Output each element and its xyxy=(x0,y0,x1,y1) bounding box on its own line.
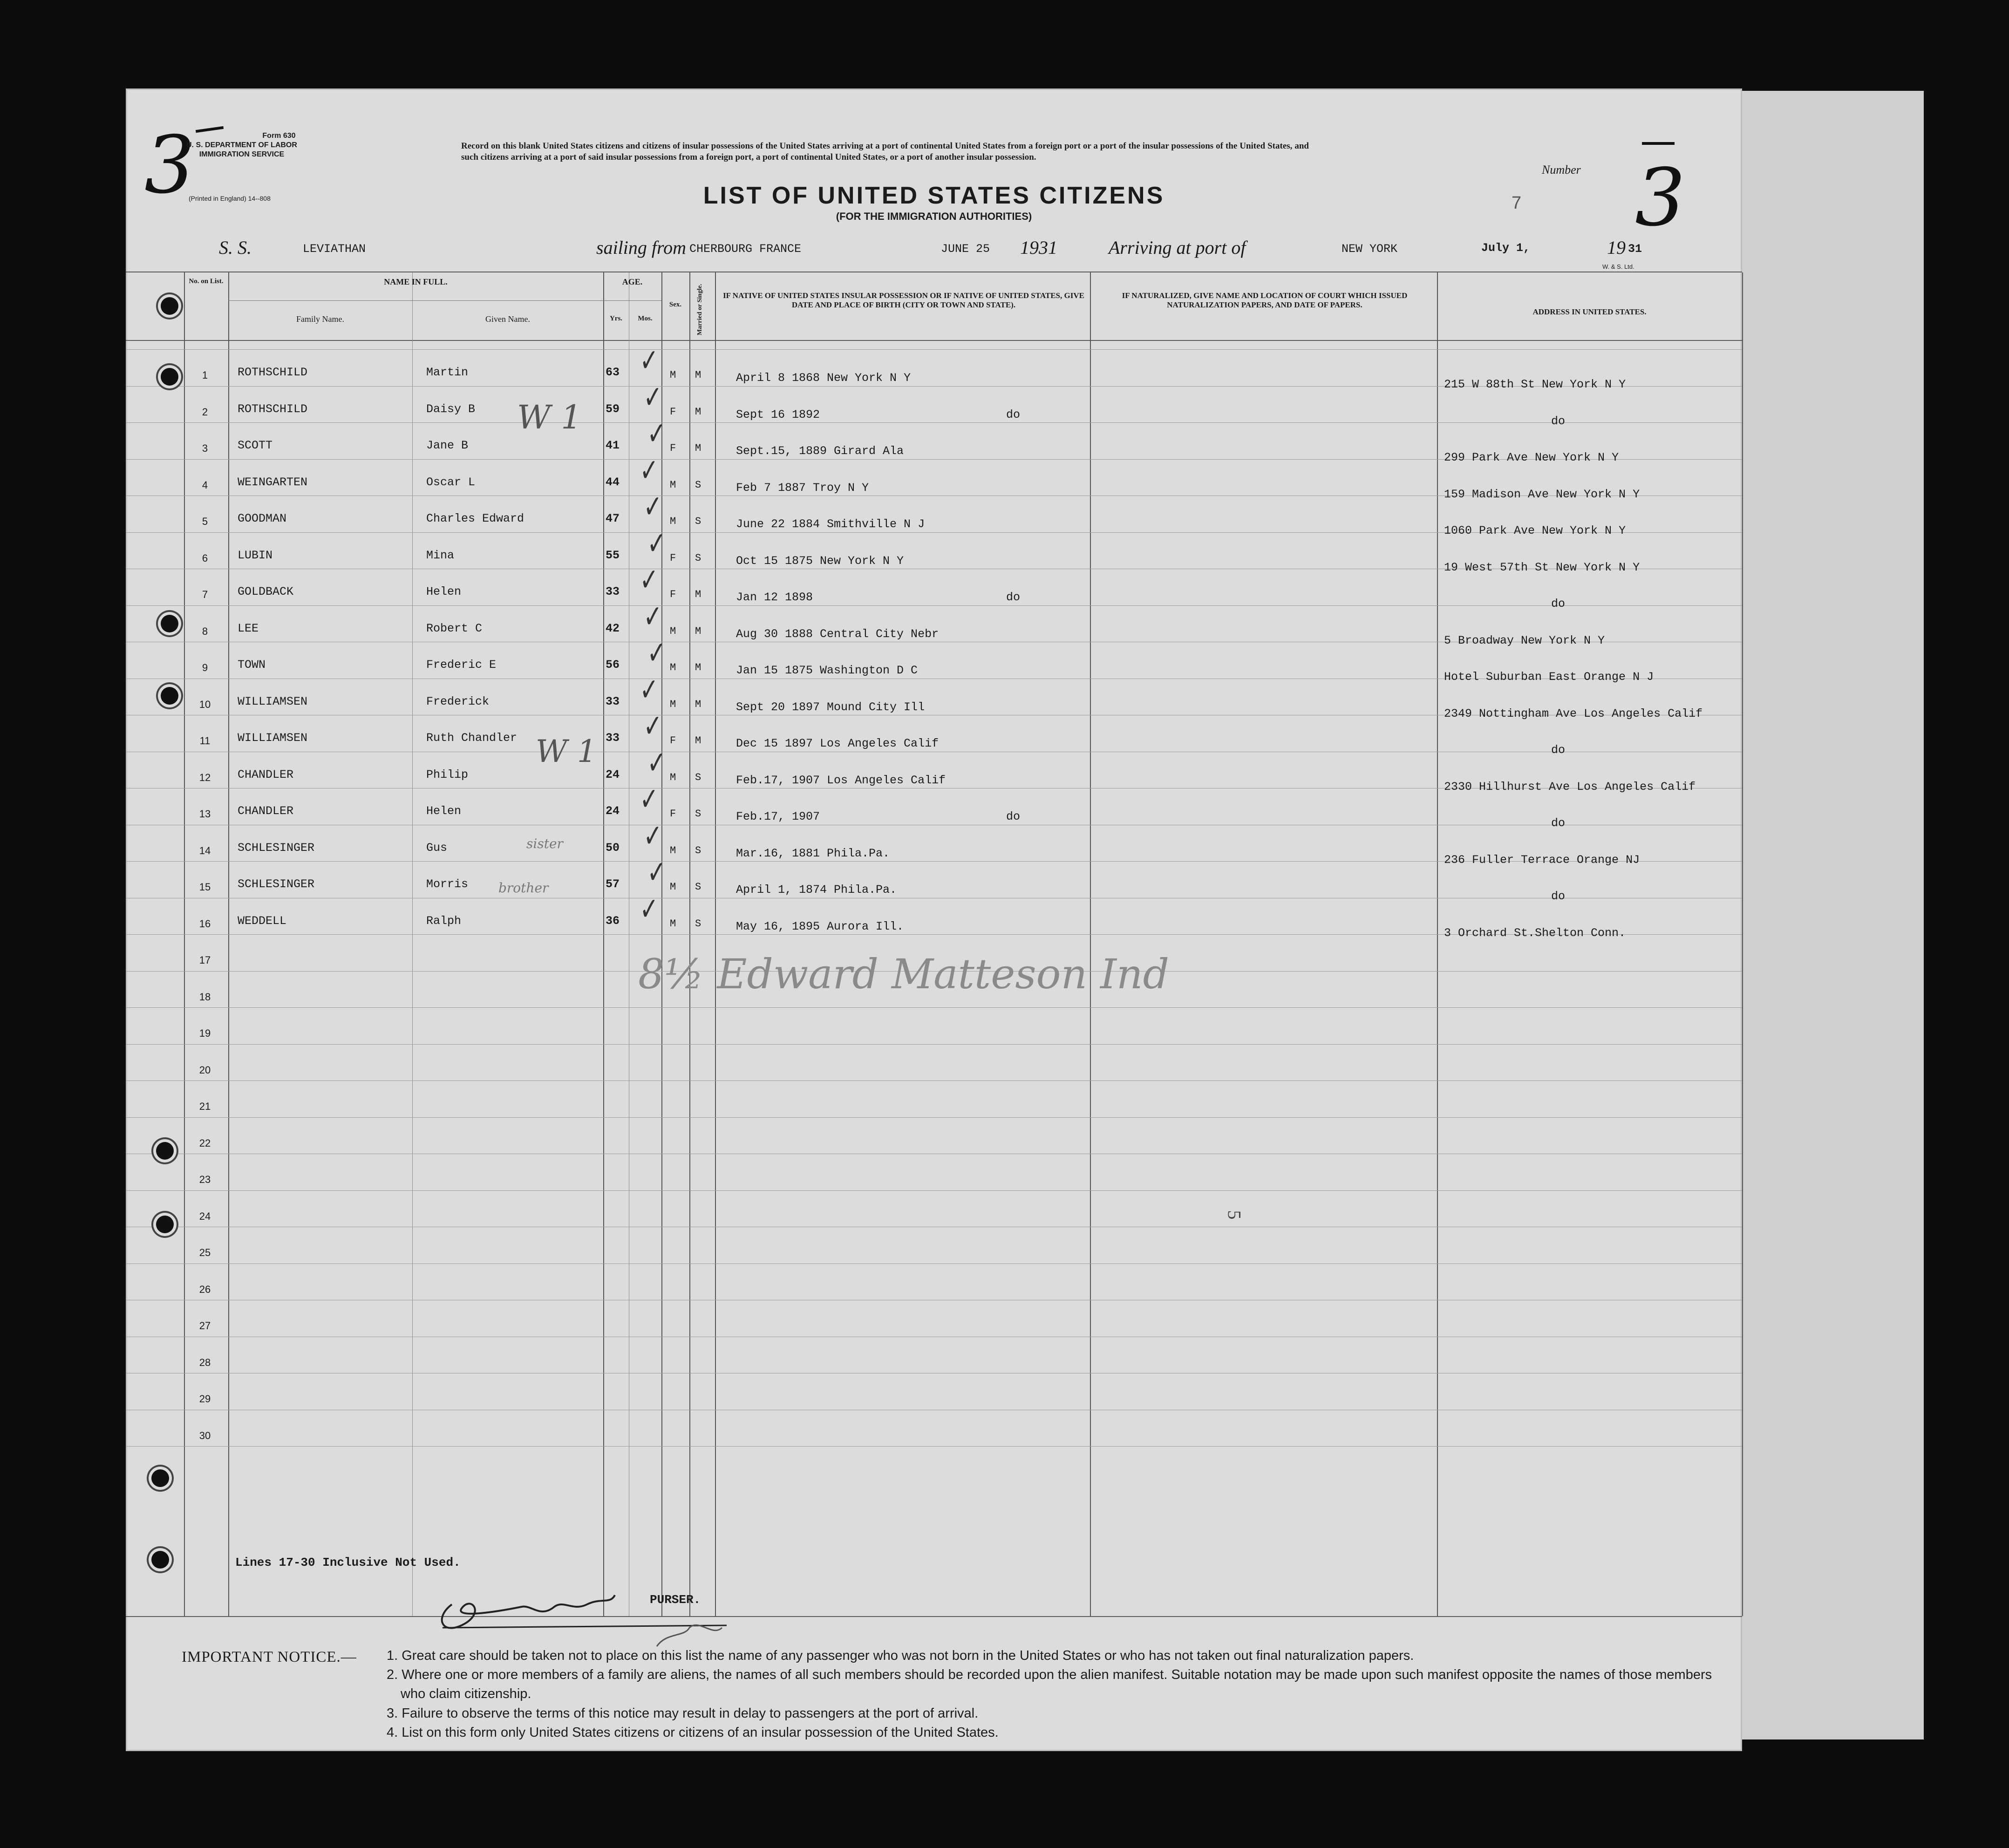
punch-hole xyxy=(161,368,178,386)
annotation-w1-rothschild: W 1 xyxy=(517,398,582,436)
address: do xyxy=(1551,890,1566,903)
check-mark: ✓ xyxy=(640,672,659,708)
row-number: 2 xyxy=(202,406,208,418)
arrival-date: July 1, xyxy=(1481,241,1531,255)
given-name: Oscar L xyxy=(426,476,476,489)
sailing-label: sailing from xyxy=(596,237,686,258)
sex: F xyxy=(670,735,676,747)
notice-item: 1. Great care should be taken not to place on this list the name of any passenger who was not born in the United States or who has not taken out final naturalization papers. xyxy=(387,1648,1414,1663)
notice-item: 4. List on this form only United States citizens or citizens of an insular possession of the United States. xyxy=(387,1725,999,1740)
sex: F xyxy=(670,552,676,564)
sheet-number-left: 3 xyxy=(144,119,195,211)
marital-status: S xyxy=(695,772,701,783)
birth-info: Mar.16, 1881 Phila.Pa. xyxy=(736,847,890,860)
row-number: 7 xyxy=(202,589,208,600)
header-given-name: Given Name. xyxy=(485,314,530,324)
sailing-date: JUNE 25 xyxy=(941,242,990,256)
marital-status: M xyxy=(695,735,701,747)
marital-status: S xyxy=(695,918,701,930)
sheet-number-right: 3 xyxy=(1635,152,1686,244)
check-mark: ✓ xyxy=(643,598,662,635)
marital-status: S xyxy=(695,881,701,893)
row-number: 17 xyxy=(199,954,211,966)
sex: M xyxy=(670,881,676,893)
family-name: GOODMAN xyxy=(238,512,287,525)
row-number: 28 xyxy=(199,1357,211,1368)
age-years: 59 xyxy=(606,402,620,416)
row-number: 24 xyxy=(199,1210,211,1222)
row-rule xyxy=(126,1080,1742,1081)
ss-label: S. S. xyxy=(219,237,252,258)
age-years: 24 xyxy=(606,768,620,781)
age-years: 33 xyxy=(606,731,620,745)
check-mark: ✓ xyxy=(643,379,662,416)
sex: M xyxy=(670,369,676,381)
punch-hole xyxy=(156,1142,174,1160)
purser-signature xyxy=(424,1567,843,1651)
header-naturalized: IF NATURALIZED, GIVE NAME AND LOCATION OF COURT WHICH ISSUED NATURALIZATION PAPERS, AND DATE OF PAPERS. xyxy=(1122,291,1408,310)
address: 159 Madison Ave New York N Y xyxy=(1444,488,1640,501)
punch-hole xyxy=(151,1469,169,1487)
check-mark: ✓ xyxy=(647,525,666,562)
birth-info: Feb.17, 1907 xyxy=(736,810,820,823)
row-number: 10 xyxy=(199,699,211,710)
marital-status: M xyxy=(695,369,701,381)
check-mark: ✓ xyxy=(640,891,659,928)
arriving-port: NEW YORK xyxy=(1342,242,1398,256)
col-rule xyxy=(1437,272,1438,1616)
row-number: 5 xyxy=(202,516,208,527)
punch-hole xyxy=(156,1216,174,1233)
address: do xyxy=(1551,597,1566,611)
sailing-from: CHERBOURG FRANCE xyxy=(689,242,802,256)
age-years: 24 xyxy=(606,804,620,818)
col-rule xyxy=(715,272,716,1616)
lines-not-used-note: Lines 17-30 Inclusive Not Used. xyxy=(235,1556,461,1569)
arrival-year: 31 xyxy=(1628,242,1642,256)
row-number: 20 xyxy=(199,1064,211,1076)
row-rule xyxy=(126,1007,1742,1008)
family-name: WEINGARTEN xyxy=(238,476,308,489)
address: 2330 Hillhurst Ave Los Angeles Calif xyxy=(1444,780,1696,794)
row-number: 12 xyxy=(199,772,211,783)
marital-status: M xyxy=(695,625,701,637)
birth-info: Oct 15 1875 New York N Y xyxy=(736,554,904,568)
family-name: SCOTT xyxy=(238,439,273,452)
row-number: 1 xyxy=(202,369,208,381)
annotation-sister: sister xyxy=(526,836,563,851)
age-years: 63 xyxy=(606,366,620,379)
birth-ditto: do xyxy=(1006,591,1021,604)
age-years: 33 xyxy=(606,585,620,598)
sailing-year: 1931 xyxy=(1020,237,1057,258)
family-name: LUBIN xyxy=(238,549,273,562)
family-name: CHANDLER xyxy=(238,804,294,818)
family-name: GOLDBACK xyxy=(238,585,294,598)
birth-ditto: do xyxy=(1006,408,1021,421)
given-name: Helen xyxy=(426,804,462,818)
row-number: 22 xyxy=(199,1137,211,1149)
check-mark: ✓ xyxy=(640,562,659,598)
header-name-in-full: NAME IN FULL. xyxy=(384,277,448,286)
header-yrs: Yrs. xyxy=(609,315,623,322)
birth-info: Sept 16 1892 xyxy=(736,408,820,421)
row-rule xyxy=(126,1190,1742,1191)
header-family-name: Family Name. xyxy=(296,314,344,324)
given-name: Martin xyxy=(426,366,469,379)
given-name: Mina xyxy=(426,549,455,562)
given-name: Jane B xyxy=(426,439,469,452)
sex: M xyxy=(670,845,676,856)
marital-status: M xyxy=(695,442,701,454)
stray-digit: 5 xyxy=(1224,1210,1245,1220)
marital-status: M xyxy=(695,406,701,418)
punch-hole xyxy=(161,687,178,705)
row-number: 25 xyxy=(199,1247,211,1258)
marital-status: S xyxy=(695,479,701,491)
check-mark: ✓ xyxy=(647,415,666,452)
row-number: 3 xyxy=(202,442,208,454)
check-mark: ✓ xyxy=(640,781,659,818)
sex: M xyxy=(670,625,676,637)
col-rule xyxy=(184,272,185,1616)
address: do xyxy=(1551,816,1566,830)
sex: F xyxy=(670,442,676,454)
age-years: 50 xyxy=(606,841,620,855)
birth-info: May 16, 1895 Aurora Ill. xyxy=(736,920,904,933)
row-number: 19 xyxy=(199,1027,211,1039)
number-value: 7 xyxy=(1512,193,1522,213)
table-bottom-rule xyxy=(126,1616,1742,1617)
address: do xyxy=(1551,743,1566,757)
check-mark: ✓ xyxy=(643,708,662,745)
birth-info: Aug 30 1888 Central City Nebr xyxy=(736,627,939,641)
marital-status: S xyxy=(695,552,701,564)
check-mark: ✓ xyxy=(647,854,666,891)
birth-info: Sept 20 1897 Mound City Ill xyxy=(736,700,925,714)
address: 3 Orchard St.Shelton Conn. xyxy=(1444,926,1626,940)
birth-info: June 22 1884 Smithville N J xyxy=(736,517,925,531)
marital-status: M xyxy=(695,589,701,600)
row-rule xyxy=(126,1446,1742,1447)
marital-status: S xyxy=(695,516,701,527)
given-name: Charles Edward xyxy=(426,512,524,525)
check-mark: ✓ xyxy=(647,635,666,672)
header-married-or-single: Married or Single. xyxy=(696,284,703,335)
family-name: WILLIAMSEN xyxy=(238,695,308,708)
col-rule xyxy=(661,272,662,1616)
header-birth: IF NATIVE OF UNITED STATES INSULAR POSSESSION OR IF NATIVE OF UNITED STATES, GIVE DATE AND PLACE OF BIRTH (CITY OR TOWN AND STATE). xyxy=(723,291,1084,310)
age-years: 56 xyxy=(606,658,620,672)
row-number: 23 xyxy=(199,1174,211,1185)
given-name: Helen xyxy=(426,585,462,598)
address: 236 Fuller Terrace Orange NJ xyxy=(1444,853,1640,867)
address: 19 West 57th St New York N Y xyxy=(1444,561,1640,574)
birth-ditto: do xyxy=(1006,810,1021,823)
header-no-on-list: No. on List. xyxy=(189,278,224,285)
row-number: 6 xyxy=(202,552,208,564)
check-mark: ✓ xyxy=(647,745,666,781)
row-rule xyxy=(126,422,1742,423)
check-mark: ✓ xyxy=(643,818,662,855)
address: 2349 Nottingham Ave Los Angeles Calif xyxy=(1444,707,1703,720)
marital-status: M xyxy=(695,662,701,673)
birth-info: April 8 1868 New York N Y xyxy=(736,371,911,385)
address: 1060 Park Ave New York N Y xyxy=(1444,524,1626,537)
family-name: TOWN xyxy=(238,658,266,672)
row-number: 13 xyxy=(199,808,211,820)
sex: M xyxy=(670,662,676,673)
address: Hotel Suburban East Orange N J xyxy=(1444,670,1654,684)
address: 5 Broadway New York N Y xyxy=(1444,634,1605,647)
ship-name: LEVIATHAN xyxy=(303,242,366,256)
annotation-pencil-line17: 8½ Edward Matteson Ind xyxy=(638,950,1169,998)
given-name: Gus xyxy=(426,841,448,855)
header-address: ADDRESS IN UNITED STATES. xyxy=(1532,307,1647,316)
birth-info: Feb.17, 1907 Los Angeles Calif xyxy=(736,774,946,787)
col-rule xyxy=(1090,272,1091,1616)
header-sex: Sex. xyxy=(669,301,682,308)
row-number: 16 xyxy=(199,918,211,930)
given-name: Morris xyxy=(426,877,469,891)
family-name: SCHLESINGER xyxy=(238,841,315,855)
given-name: Frederic E xyxy=(426,658,497,672)
age-years: 47 xyxy=(606,512,620,525)
form-title: LIST OF UNITED STATES CITIZENS xyxy=(703,182,1165,209)
row-number: 11 xyxy=(199,735,211,747)
given-name: Ralph xyxy=(426,914,462,928)
row-rule xyxy=(126,1117,1742,1118)
row-number: 4 xyxy=(202,479,208,491)
age-years: 36 xyxy=(606,914,620,928)
sex: M xyxy=(670,479,676,491)
arrival-year-prefix: 19 xyxy=(1607,237,1626,258)
punch-hole xyxy=(151,1551,169,1569)
birth-info: Sept.15, 1889 Girard Ala xyxy=(736,444,904,458)
col-rule xyxy=(689,272,690,1616)
annotation-w1-williamsen: W 1 xyxy=(536,734,597,769)
row-number: 29 xyxy=(199,1393,211,1405)
annotation-brother: brother xyxy=(498,880,549,896)
given-name: Ruth Chandler xyxy=(426,731,518,745)
notice-heading: IMPORTANT NOTICE.— xyxy=(182,1649,357,1665)
age-subheader-rule xyxy=(603,300,661,301)
age-years: 41 xyxy=(606,439,620,452)
preamble-text: Record on this blank United States citizens and citizens of insular possessions of the United States arriving at a port of continental United States from a foreign port or a port of the insular possessions of the United States, and such citizens arriving at a port of said insular possessions from a foreign port, a port of continental United States, or a port of another insular possession. xyxy=(461,141,1309,162)
name-subheader-rule xyxy=(228,300,603,301)
birth-info: Jan 15 1875 Washington D C xyxy=(736,664,918,677)
handwritten-dash-right xyxy=(1642,142,1675,145)
col-rule xyxy=(228,272,229,1616)
check-mark: ✓ xyxy=(640,342,659,379)
row-number: 21 xyxy=(199,1101,211,1112)
arriving-label: Arriving at port of xyxy=(1109,237,1246,258)
row-rule xyxy=(126,605,1742,606)
row-rule xyxy=(126,349,1742,350)
age-years: 42 xyxy=(606,622,620,635)
header-mos: Mos. xyxy=(638,315,653,322)
address: do xyxy=(1551,414,1566,428)
given-name: Frederick xyxy=(426,695,490,708)
notice-item: 3. Failure to observe the terms of this notice may result in delay to passengers at the port of arrival. xyxy=(387,1705,979,1721)
col-rule xyxy=(412,272,413,1616)
family-name: ROTHSCHILD xyxy=(238,366,308,379)
sex: M xyxy=(670,516,676,527)
purser-label: PURSER. xyxy=(650,1593,701,1607)
marital-status: S xyxy=(695,808,701,820)
sex: F xyxy=(670,808,676,820)
birth-info: Jan 12 1898 xyxy=(736,591,813,604)
family-name: CHANDLER xyxy=(238,768,294,781)
sex: M xyxy=(670,699,676,710)
row-number: 18 xyxy=(199,991,211,1003)
col-rule xyxy=(1742,272,1743,1616)
sex: M xyxy=(670,918,676,930)
family-name: WEDDELL xyxy=(238,914,287,928)
punch-hole xyxy=(161,297,178,315)
row-number: 30 xyxy=(199,1430,211,1441)
sex: M xyxy=(670,772,676,783)
row-number: 9 xyxy=(202,662,208,673)
number-label: Number xyxy=(1542,163,1581,177)
birth-info: Feb 7 1887 Troy N Y xyxy=(736,481,869,495)
sex: F xyxy=(670,406,676,418)
given-name: Robert C xyxy=(426,622,483,635)
row-rule xyxy=(126,1044,1742,1045)
address: 215 W 88th St New York N Y xyxy=(1444,378,1626,391)
check-mark: ✓ xyxy=(643,489,662,525)
row-number: 26 xyxy=(199,1284,211,1295)
header-age: AGE. xyxy=(622,277,643,286)
age-years: 55 xyxy=(606,549,620,562)
age-years: 44 xyxy=(606,476,620,489)
family-name: ROTHSCHILD xyxy=(238,402,308,416)
printer-mark: W. & S. Ltd. xyxy=(1602,263,1634,270)
row-number: 8 xyxy=(202,625,208,637)
marital-status: S xyxy=(695,845,701,856)
notice-item: 2. Where one or more members of a family are aliens, the names of all such members should be recorded upon the alien manifest. Suitable notation may be made upon such manifest opposite the names of those members who claim citizenship. xyxy=(387,1667,1712,1702)
printed-in: (Printed in England) 14--808 xyxy=(189,195,271,202)
form-info: Form 630 U. S. DEPARTMENT OF LABOR IMMIGRATION SERVICE xyxy=(186,132,297,158)
birth-info: April 1, 1874 Phila.Pa. xyxy=(736,883,897,897)
check-mark: ✓ xyxy=(640,452,659,489)
address: 299 Park Ave New York N Y xyxy=(1444,451,1619,464)
age-years: 57 xyxy=(606,877,620,891)
row-number: 14 xyxy=(199,845,211,856)
family-name: SCHLESINGER xyxy=(238,877,315,891)
sex: F xyxy=(670,589,676,600)
age-years: 33 xyxy=(606,695,620,708)
col-rule xyxy=(603,272,604,1616)
family-name: LEE xyxy=(238,622,259,635)
birth-info: Dec 15 1897 Los Angeles Calif xyxy=(736,737,939,750)
family-name: WILLIAMSEN xyxy=(238,731,308,745)
manifest-sheet xyxy=(126,88,1742,1751)
given-name: Philip xyxy=(426,768,469,781)
marital-status: M xyxy=(695,699,701,710)
header-bottom-rule xyxy=(126,340,1742,341)
row-number: 15 xyxy=(199,881,211,893)
punch-hole xyxy=(161,615,178,632)
form-subtitle: (FOR THE IMMIGRATION AUTHORITIES) xyxy=(836,211,1032,222)
row-number: 27 xyxy=(199,1320,211,1332)
given-name: Daisy B xyxy=(426,402,476,416)
